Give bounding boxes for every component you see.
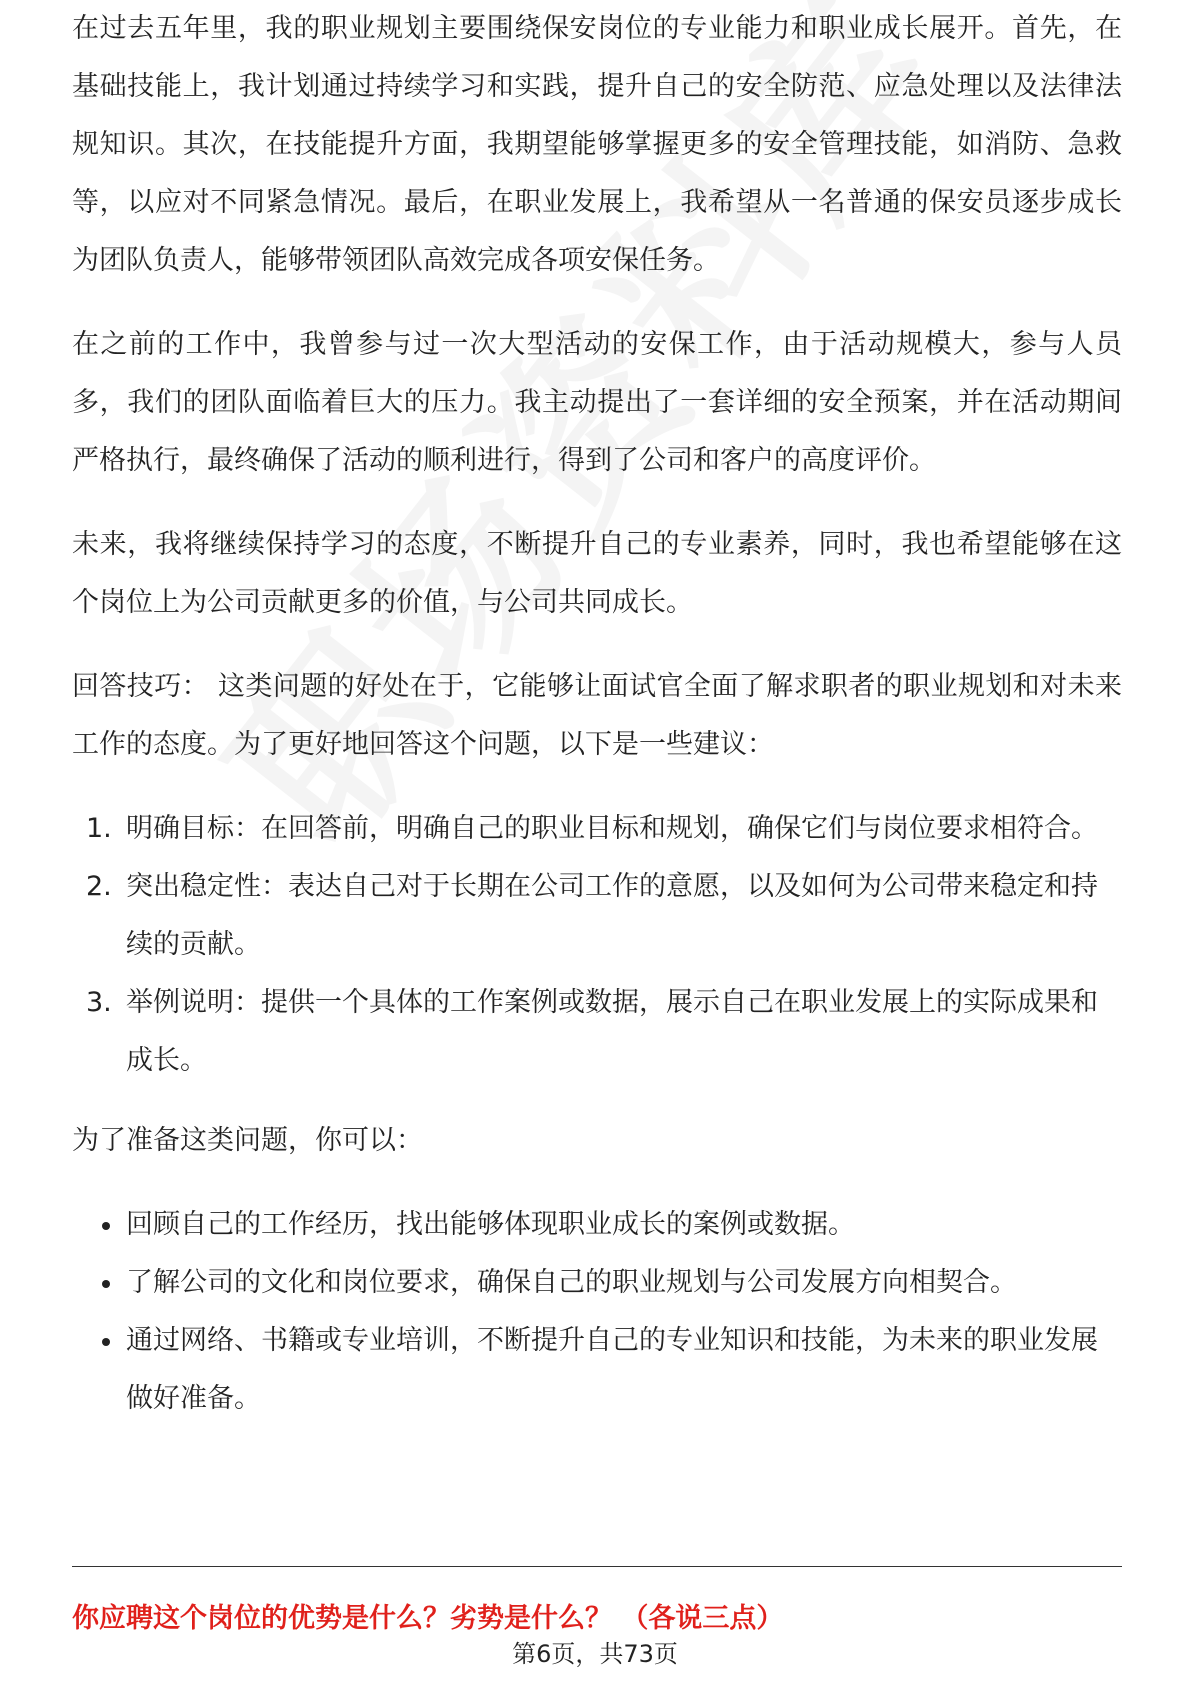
list-item-text: 突出稳定性：表达自己对于长期在公司工作的意愿，以及如何为公司带来稳定和持续的贡献。 xyxy=(126,871,1098,960)
list-item-text: 通过网络、书籍或专业培训，不断提升自己的专业知识和技能，为未来的职业发展做好准备。 xyxy=(126,1325,1098,1414)
paragraph-answer-tips: 回答技巧： 这类问题的好处在于，它能够让面试官全面了解求职者的职业规划和对未来工作的态度。为了更好地回答这个问题，以下是一些建议： xyxy=(72,671,1122,760)
list-item-text: 明确目标：在回答前，明确自己的职业目标和规划，确保它们与岗位要求相符合。 xyxy=(126,813,1098,844)
paragraph-future: 未来，我将继续保持学习的态度，不断提升自己的专业素养，同时，我也希望能够在这个岗位上为公司贡献更多的价值，与公司共同成长。 xyxy=(72,529,1122,618)
prep-tips-list xyxy=(72,1196,1122,1428)
bullet-icon xyxy=(102,1338,110,1346)
list-number: 2. xyxy=(86,871,112,902)
list-item-text: 回顾自己的工作经历，找出能够体现职业成长的案例或数据。 xyxy=(126,1209,855,1240)
next-question-heading: 你应聘这个岗位的优势是什么？劣势是什么？ （各说三点） xyxy=(72,1603,784,1634)
list-item xyxy=(72,800,1122,858)
list-item xyxy=(72,1254,1122,1312)
bullet-icon xyxy=(102,1222,110,1230)
section-divider xyxy=(72,1566,1122,1567)
list-item xyxy=(72,1312,1122,1428)
page-number: 第6页，共73页 xyxy=(512,1640,678,1668)
suggestion-list xyxy=(72,800,1122,1090)
paragraph-career-plan: 在过去五年里，我的职业规划主要围绕保安岗位的专业能力和职业成长展开。首先，在基础技能上，我计划通过持续学习和实践，提升自己的安全防范、应急处理以及法律法规知识。其次，在技能提升方面，我期望能够掌握更多的安全管理技能，如消防、急救等，以应对不同紧急情况。最后，在职业发展上，我希望从一名普通的保安员逐步成长为团队负责人，能够带领团队高效完成各项安保任务。 xyxy=(72,13,1122,276)
bullet-icon xyxy=(102,1280,110,1288)
paragraph-experience: 在之前的工作中，我曾参与过一次大型活动的安保工作，由于活动规模大，参与人员多，我们的团队面临着巨大的压力。我主动提出了一套详细的安全预案，并在活动期间严格执行，最终确保了活动的顺利进行，得到了公司和客户的高度评价。 xyxy=(72,329,1122,476)
list-item-text: 举例说明：提供一个具体的工作案例或数据，展示自己在职业发展上的实际成果和成长。 xyxy=(126,987,1098,1076)
paragraph-prep-intro: 为了准备这类问题，你可以： xyxy=(72,1125,423,1156)
list-number: 3. xyxy=(86,987,112,1018)
list-item-text: 了解公司的文化和岗位要求，确保自己的职业规划与公司发展方向相契合。 xyxy=(126,1267,1017,1298)
list-item xyxy=(72,974,1122,1090)
list-item xyxy=(72,858,1122,974)
list-item xyxy=(72,1196,1122,1254)
list-number: 1. xyxy=(86,813,112,844)
answer-content xyxy=(72,13,1122,1458)
